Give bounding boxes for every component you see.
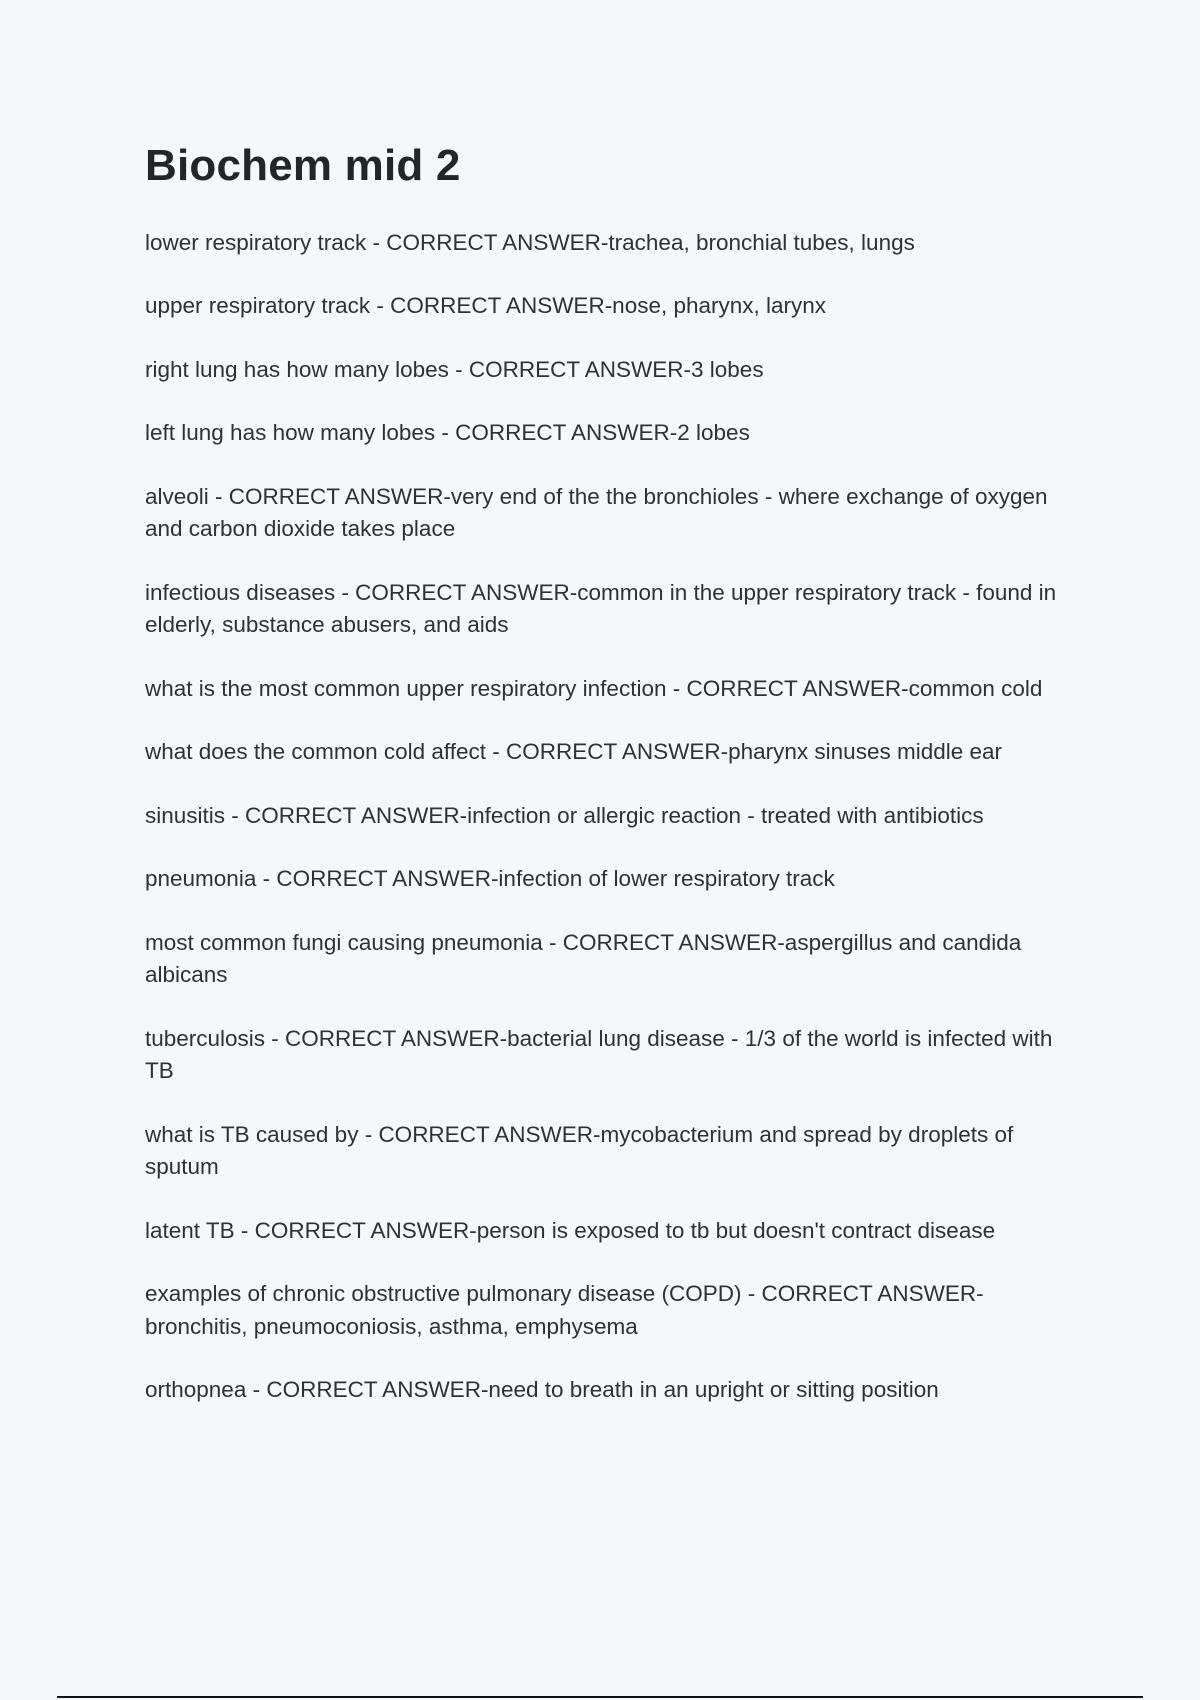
qa-entry: latent TB - CORRECT ANSWER-person is exposed to tb but doesn't contract disease [145, 1217, 996, 1243]
qa-entry: what is TB caused by - CORRECT ANSWER-mycobacterium and spread by droplets of sputum [145, 1121, 1014, 1180]
qa-list [145, 227, 1065, 1407]
qa-entry: pneumonia - CORRECT ANSWER-infection of lower respiratory track [145, 866, 835, 892]
qa-entry: examples of chronic obstructive pulmonary disease (COPD) - CORRECT ANSWER-bronchitis, pneumoconiosis, asthma, emphysema [145, 1281, 984, 1339]
qa-entry: infectious diseases - CORRECT ANSWER-common in the upper respiratory track - found in elderly, substance abusers, and aids [145, 579, 1057, 638]
qa-entry: upper respiratory track - CORRECT ANSWER-nose, pharynx, larynx [145, 293, 827, 319]
qa-entry: most common fungi causing pneumonia - CORRECT ANSWER-aspergillus and candida albicans [145, 929, 1022, 988]
qa-entry: orthopnea - CORRECT ANSWER-need to breath in an upright or sitting position [145, 1377, 939, 1403]
bottom-divider [57, 1696, 1143, 1698]
qa-entry: left lung has how many lobes - CORRECT ANSWER-2 lobes [145, 420, 750, 446]
qa-entry: lower respiratory track - CORRECT ANSWER-trachea, bronchial tubes, lungs [145, 229, 915, 255]
qa-entry: sinusitis - CORRECT ANSWER-infection or allergic reaction - treated with antibiotics [145, 802, 984, 828]
document-page [145, 140, 1065, 1438]
qa-entry: alveoli - CORRECT ANSWER-very end of the the bronchioles - where exchange of oxygen and carbon dioxide takes place [145, 483, 1048, 542]
qa-entry: tuberculosis - CORRECT ANSWER-bacterial lung disease - 1/3 of the world is infected with TB [145, 1025, 1053, 1084]
qa-entry: what does the common cold affect - CORRECT ANSWER-pharynx sinuses middle ear [145, 739, 1003, 765]
document-title: Biochem mid 2 [145, 141, 461, 190]
qa-entry: right lung has how many lobes - CORRECT ANSWER-3 lobes [145, 356, 764, 382]
qa-entry: what is the most common upper respiratory infection - CORRECT ANSWER-common cold [145, 675, 1043, 701]
